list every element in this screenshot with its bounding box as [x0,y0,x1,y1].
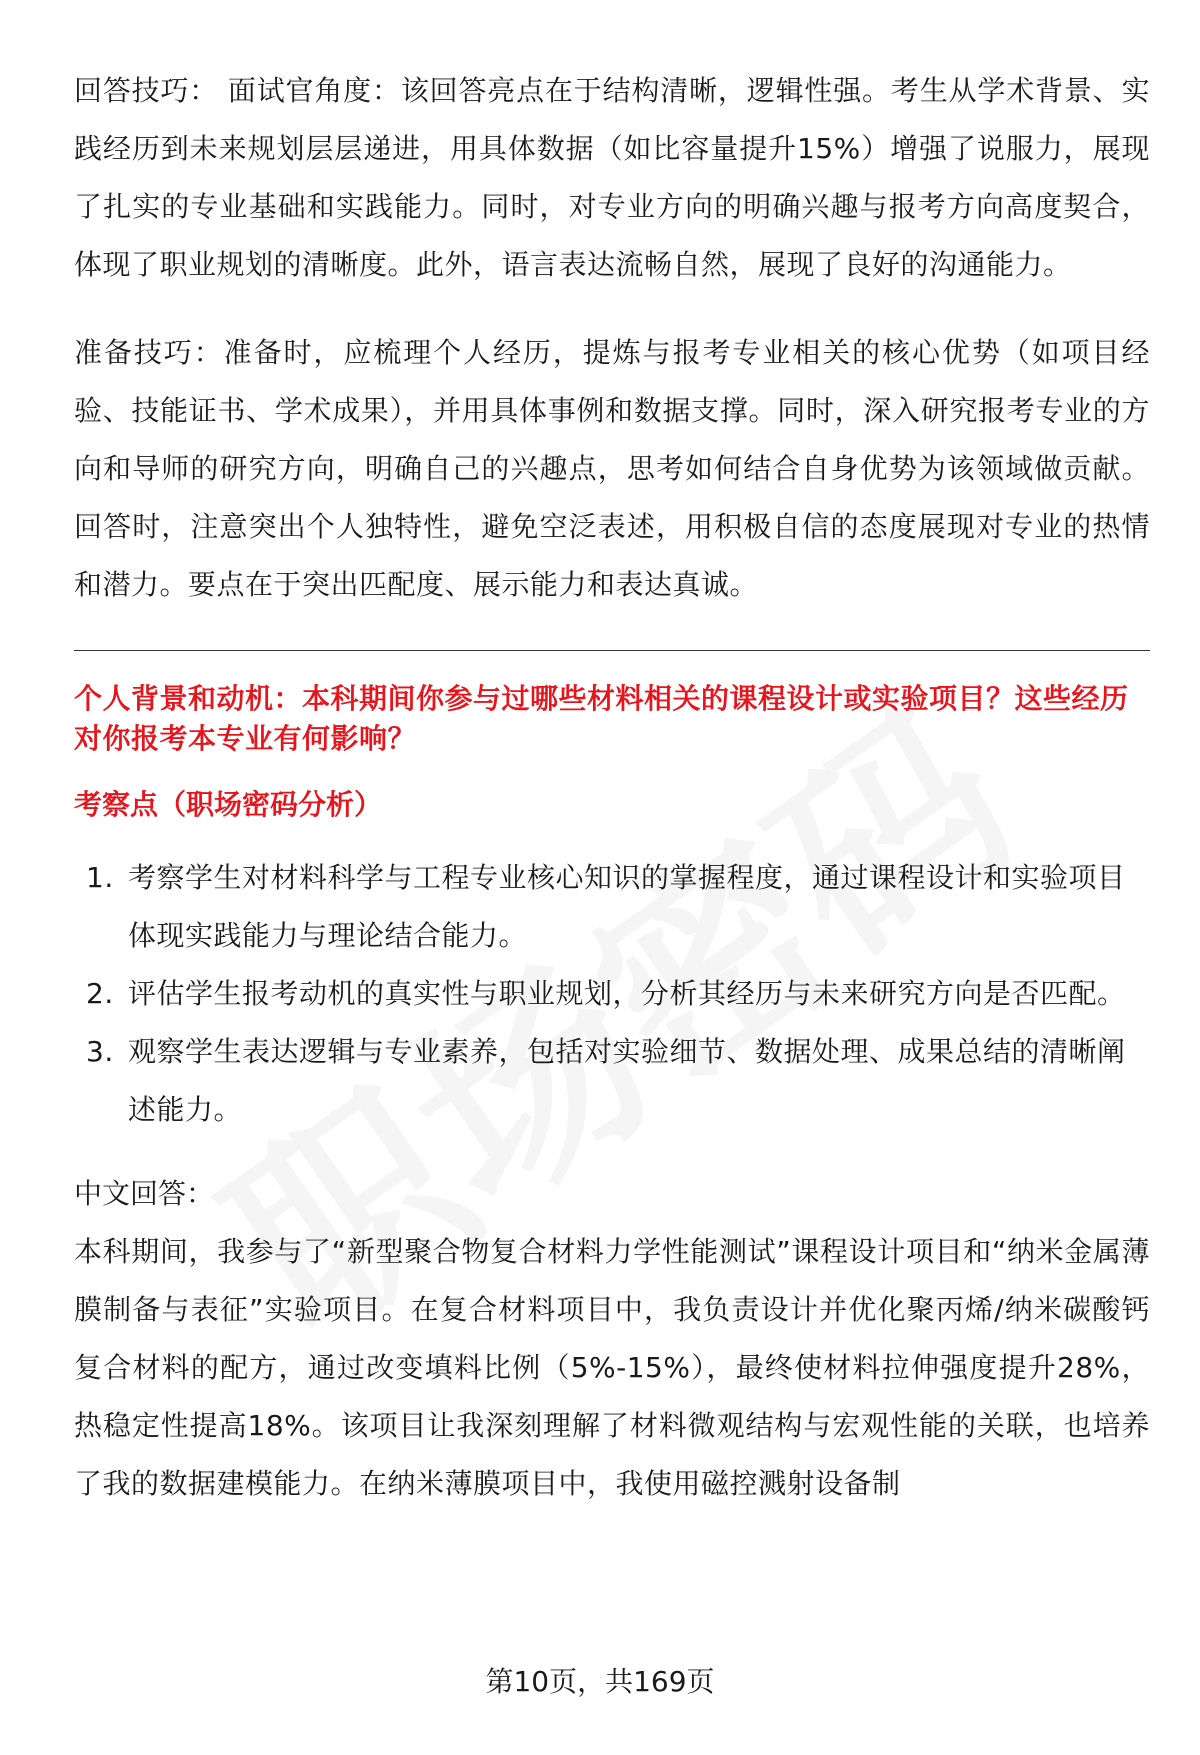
analysis-points-list [74,849,1150,1139]
section-divider [74,650,1150,651]
list-item-number: 2. [86,977,114,1010]
document-page [74,62,1150,1513]
list-item [74,1023,1150,1139]
page-number-footer: 第10页，共169页 [485,1665,715,1698]
analysis-title: 考察点（职场密码分析） [74,788,383,821]
list-item-number: 3. [86,1035,114,1068]
list-item-text: 评估学生报考动机的真实性与职业规划，分析其经历与未来研究方向是否匹配。 [128,977,1126,1010]
answer-label: 中文回答： [74,1177,215,1210]
prep-tip-paragraph: 准备技巧：准备时，应梳理个人经历，提炼与报考专业相关的核心优势（如项目经验、技能证书、学术成果），并用具体事例和数据支撑。同时，深入研究报考专业的方向和导师的研究方向，明确自己的兴趣点，思考如何结合自身优势为该领域做贡献。回答时，注意突出个人独特性，避免空泛表述，用积极自信的态度展现对专业的热情和潜力。要点在于突出匹配度、展示能力和表达真诚。 [74,336,1150,601]
answer-paragraph: 本科期间，我参与了“新型聚合物复合材料力学性能测试”课程设计项目和“纳米金属薄膜制备与表征”实验项目。在复合材料项目中，我负责设计并优化聚丙烯/纳米碳酸钙复合材料的配方，通过改变填料比例（5%-15%），最终使材料拉伸强度提升28%，热稳定性提高18%。该项目让我深刻理解了材料微观结构与宏观性能的关联，也培养了我的数据建模能力。在纳米薄膜项目中，我使用磁控溅射设备制 [74,1235,1150,1500]
question-heading: 个人背景和动机：本科期间你参与过哪些材料相关的课程设计或实验项目？这些经历对你报考本专业有何影响？ [74,682,1129,755]
list-item-text: 观察学生表达逻辑与专业素养，包括对实验细节、数据处理、成果总结的清晰阐述能力。 [128,1035,1126,1126]
list-item [74,965,1150,1023]
list-item-text: 考察学生对材料科学与工程专业核心知识的掌握程度，通过课程设计和实验项目体现实践能力与理论结合能力。 [128,861,1126,952]
list-item-number: 1. [86,861,114,894]
list-item [74,849,1150,965]
answer-tip-paragraph: 回答技巧： 面试官角度：该回答亮点在于结构清晰，逻辑性强。考生从学术背景、实践经历到未来规划层层递进，用具体数据（如比容量提升15%）增强了说服力，展现了扎实的专业基础和实践能力。同时，对专业方向的明确兴趣与报考方向高度契合，体现了职业规划的清晰度。此外，语言表达流畅自然，展现了良好的沟通能力。 [74,74,1150,281]
